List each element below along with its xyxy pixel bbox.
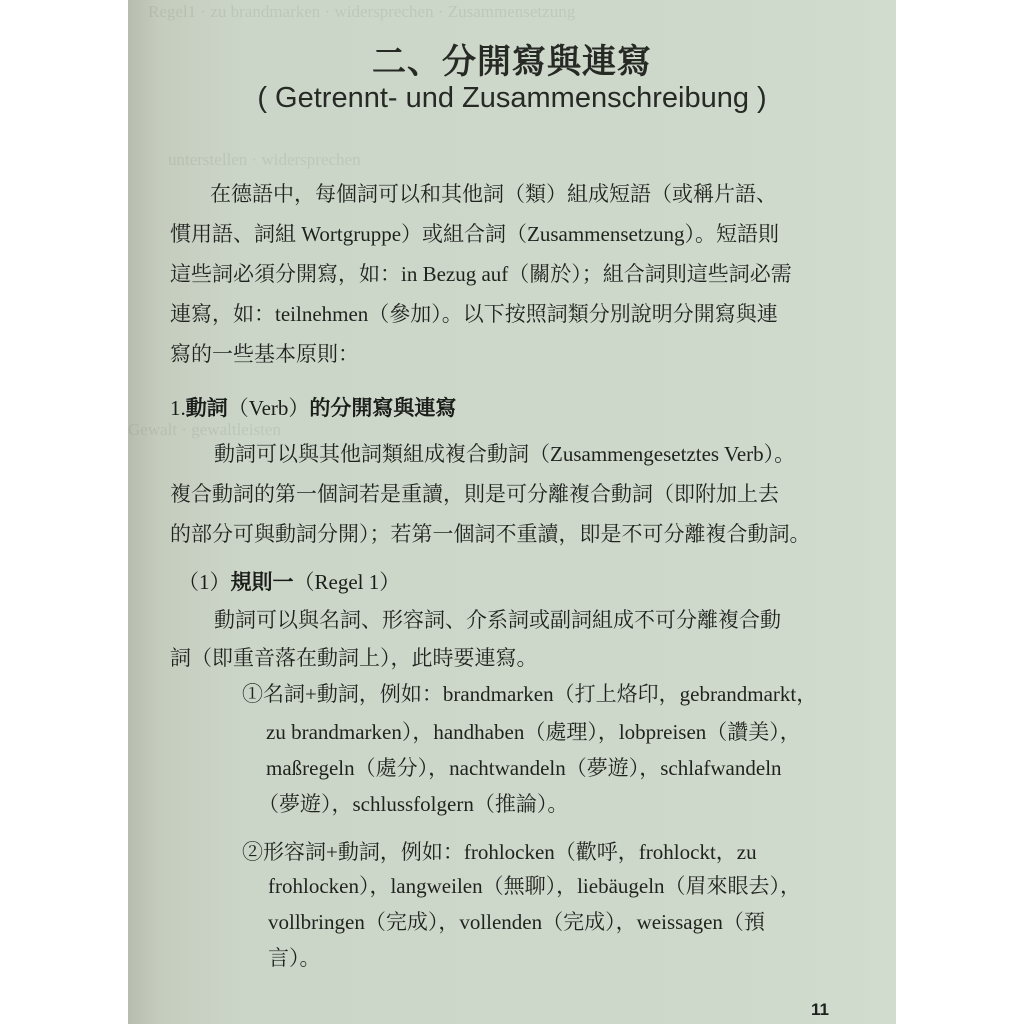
rule-title: 規則一	[230, 570, 294, 594]
section-heading-verb	[170, 394, 456, 422]
example-line: vollbringen（完成），vollenden（完成），weissagen（預	[268, 910, 765, 934]
example-line: 言）。	[268, 946, 321, 970]
example-line: frohlocken），langweilen（無聊），liebäugeln（眉來眼去），	[268, 874, 802, 898]
rule-number: （1）	[178, 570, 231, 594]
chapter-title: 二、分開寫與連寫	[372, 42, 652, 82]
bleed-through-text: Regel1 · zu brandmarken · widersprechen · Zusammensetzung	[148, 2, 576, 21]
rule-title-paren: （Regel 1）	[293, 570, 401, 594]
book-page	[128, 0, 896, 1024]
intro-line: 連寫，如：teilnehmen（參加）。以下按照詞類分別說明分開寫與連	[170, 302, 778, 326]
example-line: maßregeln（處分），nachtwandeln（夢遊），schlafwandeln	[266, 756, 782, 780]
section-line: 的部分可與動詞分開）；若第一個詞不重讀，即是不可分離複合動詞。	[170, 522, 811, 546]
intro-line: 慣用語、詞組 Wortgruppe）或組合詞（Zusammensetzung）。短語則	[170, 222, 779, 246]
chapter-subtitle: ( Getrennt- und Zusammenschreibung )	[257, 82, 767, 114]
example-line: zu brandmarken），handhaben（處理），lobpreisen（讚美），	[266, 720, 801, 744]
bleed-through-text: Gewalt · gewaltleisten	[128, 420, 281, 439]
bleed-through-text: unterstellen · widersprechen	[168, 150, 361, 169]
rule-line: 詞（即重音落在動詞上），此時要連寫。	[170, 646, 538, 670]
section-heading-part: 動詞	[185, 396, 228, 420]
example-line: ②形容詞+動詞，例如：frohlocken（歡呼，frohlockt，zu	[242, 840, 757, 864]
section-heading-part: 的分開寫與連寫	[309, 396, 457, 420]
section-number: 1.	[170, 396, 186, 420]
rule-heading	[178, 568, 400, 596]
intro-line: 在德語中，每個詞可以和其他詞（類）組成短語（或稱片語、	[210, 182, 777, 206]
example-line: （夢遊），schlussfolgern（推論）。	[258, 792, 569, 816]
section-heading-paren: （Verb）	[227, 396, 310, 420]
intro-line: 這些詞必須分開寫，如：in Bezug auf（關於）；組合詞則這些詞必需	[170, 262, 792, 286]
page-number: 11	[811, 1000, 829, 1019]
section-line: 動詞可以與其他詞類組成複合動詞（Zusammengesetztes Verb）。	[214, 442, 796, 466]
section-line: 複合動詞的第一個詞若是重讀，則是可分離複合動詞（即附加上去	[170, 482, 779, 506]
intro-line: 寫的一些基本原則：	[170, 342, 359, 366]
example-line: ①名詞+動詞，例如：brandmarken（打上烙印，gebrandmarkt，	[242, 682, 818, 706]
rule-line: 動詞可以與名詞、形容詞、介系詞或副詞組成不可分離複合動	[214, 608, 781, 632]
